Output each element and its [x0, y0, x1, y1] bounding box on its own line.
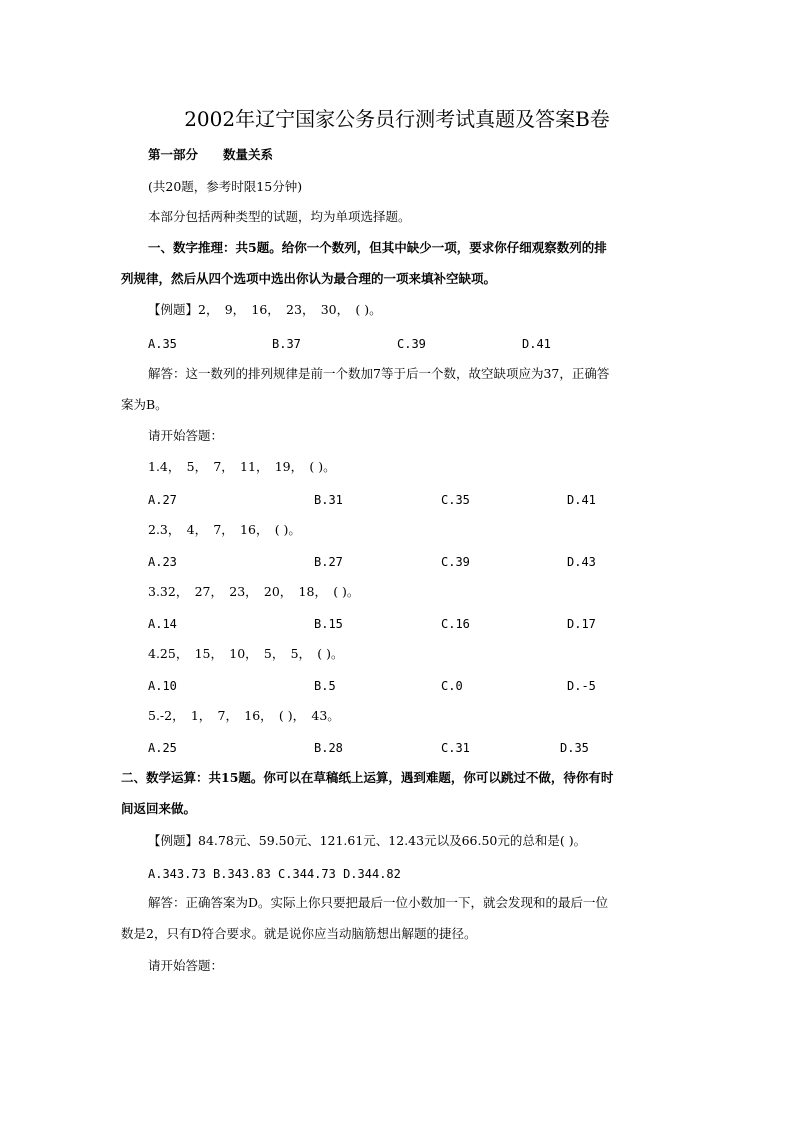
- q5-option-d: D.35: [560, 741, 589, 755]
- q1-option-b: B.31: [314, 493, 343, 507]
- q4-option-c: C.0: [441, 679, 463, 693]
- q2-option-b: B.27: [314, 555, 343, 569]
- question-2: 2.3， 4， 7， 16， ( )。: [148, 522, 301, 537]
- section1-example: 【例题】2， 9， 16， 23， 30， ( )。: [148, 302, 382, 317]
- q1-option-c: C.35: [441, 493, 470, 507]
- section1-heading-line2: 列规律，然后从四个选项中选出你认为最合理的一项来填补空缺项。: [121, 271, 497, 286]
- section2-heading-line2: 间返回来做。: [121, 801, 197, 816]
- section2-start: 请开始答题：: [148, 958, 224, 973]
- example-option-a: A.35: [148, 337, 177, 351]
- example-option-c: C.39: [397, 337, 426, 351]
- section2-heading-line1: 二、数学运算：共15题。你可以在草稿纸上运算，遇到难题，你可以跳过不做，待你有时: [121, 770, 614, 785]
- section2-example-options: A.343.73 B.343.83 C.344.73 D.344.82: [148, 867, 401, 881]
- question-4: 4.25， 15， 10， 5， 5， ( )。: [148, 646, 344, 661]
- section2-answer-line2: 数是2，只有D符合要求。就是说你应当动脑筋想出解题的捷径。: [121, 926, 477, 941]
- q2-option-a: A.23: [148, 555, 177, 569]
- q3-option-b: B.15: [314, 617, 343, 631]
- section2-example: 【例题】84.78元、59.50元、121.61元、12.43元以及66.50元的总和是( )。: [148, 833, 587, 848]
- q2-option-c: C.39: [441, 555, 470, 569]
- section1-answer-line2: 案为B。: [121, 397, 168, 412]
- question-5: 5.-2， 1， 7， 16， ( )， 43。: [148, 708, 340, 723]
- part-heading: 第一部分 数量关系: [148, 147, 274, 162]
- section1-answer-line1: 解答：这一数列的排列规律是前一个数加7等于后一个数，故空缺项应为37，正确答: [148, 366, 610, 381]
- example-option-b: B.37: [272, 337, 301, 351]
- section1-heading-line1: 一、数字推理：共5题。给你一个数列，但其中缺少一项，要求你仔细观察数列的排: [148, 240, 607, 255]
- document-title: 2002年辽宁国家公务员行测考试真题及答案B卷: [184, 107, 610, 131]
- q1-option-d: D.41: [567, 493, 596, 507]
- q5-option-a: A.25: [148, 741, 177, 755]
- example-option-d: D.41: [522, 337, 551, 351]
- question-3: 3.32， 27， 23， 20， 18， ( )。: [148, 584, 360, 599]
- section2-answer-line1: 解答：正确答案为D。实际上你只要把最后一位小数加一下，就会发现和的最后一位: [148, 895, 609, 910]
- question-1: 1.4， 5， 7， 11， 19， ( )。: [148, 459, 336, 474]
- q5-option-c: C.31: [441, 741, 470, 755]
- q2-option-d: D.43: [567, 555, 596, 569]
- q1-option-a: A.27: [148, 493, 177, 507]
- q3-option-a: A.14: [148, 617, 177, 631]
- q3-option-d: D.17: [567, 617, 596, 631]
- q5-option-b: B.28: [314, 741, 343, 755]
- q4-option-a: A.10: [148, 679, 177, 693]
- q3-option-c: C.16: [441, 617, 470, 631]
- section1-start: 请开始答题：: [148, 428, 224, 443]
- q4-option-b: B.5: [314, 679, 336, 693]
- part-note: (共20题，参考时限15分钟): [148, 179, 303, 194]
- q4-option-d: D.-5: [567, 679, 596, 693]
- intro-text: 本部分包括两种类型的试题，均为单项选择题。: [148, 209, 411, 224]
